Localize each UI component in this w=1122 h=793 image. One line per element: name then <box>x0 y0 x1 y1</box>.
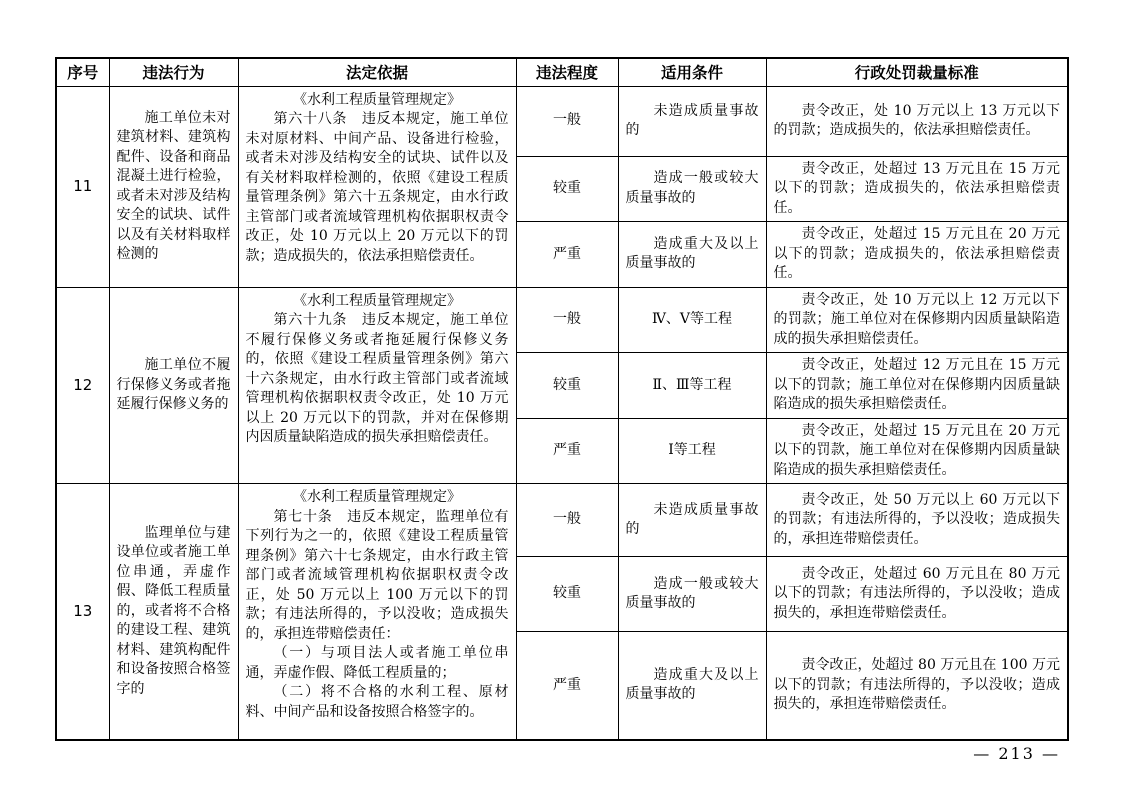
standard-cell <box>766 86 1068 156</box>
condition-cell <box>618 156 766 222</box>
severity-cell: 严重 <box>516 222 618 288</box>
condition-cell <box>618 287 766 353</box>
violation-behavior-cell <box>109 484 238 740</box>
condition-text: 未造成质量事故的 <box>625 102 759 138</box>
legal-basis-list-item: （二）将不合格的水利工程、原材料、中间产品和设备按照合格签字的。 <box>245 684 509 720</box>
standard-text: 责令改正，处超过 80 万元且在 100 万元以下的罚款；有违法所得的，予以没收；造成损失的，承担连带赔偿责任。 <box>773 657 1060 712</box>
header-legal-basis: 法定依据 <box>238 58 516 86</box>
standard-text: 责令改正，处 10 万元以上 12 万元以下的罚款；施工单位对在保修期内因质量缺陷造成的损失承担赔偿责任。 <box>773 291 1060 347</box>
standard-cell <box>766 222 1068 288</box>
severity-cell: 一般 <box>516 484 618 557</box>
header-standard: 行政处罚裁量标准 <box>766 58 1068 86</box>
standard-cell <box>766 287 1068 353</box>
standard-cell <box>766 353 1068 419</box>
table-row <box>56 484 1068 557</box>
legal-basis-paragraph: 第六十九条 违反本规定，施工单位不履行保修义务或者拖延履行保修义务的，依照《建设工程质量管理条例》第六十六条规定，由水行政主管部门或者流域管理机构依据职权责令改正，处 10 万元以上 20 万元以下的罚款，并对在保修期内因质量缺陷造成的损失承担赔偿责任。 <box>245 312 509 445</box>
standard-cell <box>766 484 1068 557</box>
standard-text: 责令改正，处 50 万元以上 60 万元以下的罚款；有违法所得的，予以没收；造成损失的，承担连带赔偿责任。 <box>773 491 1060 547</box>
violation-behavior-text: 监理单位与建设单位或者施工单位串通，弄虚作假、降低工程质量的，或者将不合格的建设工程、建筑材料、建筑构配件和设备按照合格签字的 <box>116 524 231 697</box>
condition-text: Ⅳ、Ⅴ等工程 <box>651 311 733 327</box>
condition-cell <box>618 353 766 419</box>
severity-cell: 严重 <box>516 632 618 740</box>
legal-basis-list-item: （一）与项目法人或者施工单位串通，弄虚作假、降低工程质量的； <box>245 645 509 681</box>
standard-text: 责令改正，处超过 12 万元且在 15 万元以下的罚款；施工单位对在保修期内因质量缺陷造成的损失承担赔偿责任。 <box>773 357 1060 412</box>
standard-cell <box>766 156 1068 222</box>
legal-basis-title: 《水利工程质量管理规定》 <box>293 292 461 309</box>
severity-cell: 一般 <box>516 86 618 156</box>
legal-basis-paragraph: 第六十八条 违反本规定，施工单位未对原材料、中间产品、设备进行检验，或者未对涉及结构安全的试块、试件以及有关材料取样检测的，依照《建设工程质量管理条例》第六十五条规定，由水行政主管部门或者流域管理机构依据职权责令改正，处 10 万元以上 20 万元以下的罚款；造成损失的，依法承担赔偿责任。 <box>245 111 509 264</box>
condition-text: 造成重大及以上质量事故的 <box>625 235 759 272</box>
condition-cell <box>618 86 766 156</box>
header-no: 序号 <box>56 58 109 86</box>
condition-text: 造成重大及以上质量事故的 <box>625 666 759 703</box>
condition-text: 未造成质量事故的 <box>625 501 759 537</box>
violation-behavior-cell <box>109 287 238 484</box>
violation-behavior-text: 施工单位不履行保修义务或者拖延履行保修义务的 <box>116 357 231 412</box>
row-number: 13 <box>56 484 109 740</box>
standard-text: 责令改正，处超过 60 万元且在 80 万元以下的罚款；有违法所得的，予以没收；造成损失的，承担连带赔偿责任。 <box>773 565 1060 621</box>
table-header-row <box>56 58 1068 86</box>
severity-cell: 较重 <box>516 557 618 632</box>
condition-text: 造成一般或较大质量事故的 <box>625 170 759 206</box>
condition-text: Ⅰ等工程 <box>668 442 716 458</box>
severity-cell: 严重 <box>516 418 618 484</box>
legal-basis-cell <box>238 86 516 287</box>
violation-behavior-cell <box>109 86 238 287</box>
condition-cell <box>618 632 766 740</box>
standard-text: 责令改正，处 10 万元以上 13 万元以下的罚款；造成损失的，依法承担赔偿责任。 <box>773 102 1060 138</box>
table-row <box>56 287 1068 353</box>
standard-text: 责令改正，处超过 15 万元且在 20 万元以下的罚款，施工单位对在保修期内因质量缺陷造成的损失承担赔偿责任。 <box>773 422 1060 478</box>
row-number: 11 <box>56 86 109 287</box>
condition-cell <box>618 418 766 484</box>
penalty-standard-table <box>55 57 1069 741</box>
condition-text: 造成一般或较大质量事故的 <box>625 575 759 611</box>
standard-cell <box>766 557 1068 632</box>
severity-cell: 一般 <box>516 287 618 353</box>
legal-basis-title: 《水利工程质量管理规定》 <box>293 489 461 505</box>
standard-cell <box>766 632 1068 740</box>
condition-cell <box>618 557 766 632</box>
header-condition: 适用条件 <box>618 58 766 86</box>
header-behavior: 违法行为 <box>109 58 238 86</box>
page-number: — 213 — <box>973 744 1060 763</box>
violation-behavior-text: 施工单位未对建筑材料、建筑构配件、设备和商品混凝土进行检验，或者未对涉及结构安全的试块、试件以及有关材料取样检测的 <box>116 109 231 262</box>
table-row <box>56 86 1068 156</box>
condition-cell <box>618 484 766 557</box>
legal-basis-cell <box>238 287 516 484</box>
legal-basis-cell <box>238 484 516 740</box>
standard-text: 责令改正，处超过 15 万元且在 20 万元以下的罚款；造成损失的，依法承担赔偿责任。 <box>773 226 1060 281</box>
row-number: 12 <box>56 287 109 484</box>
legal-basis-title: 《水利工程质量管理规定》 <box>293 91 461 108</box>
severity-cell: 较重 <box>516 353 618 419</box>
condition-text: Ⅱ、Ⅲ等工程 <box>652 376 732 393</box>
condition-cell <box>618 222 766 288</box>
severity-cell: 较重 <box>516 156 618 222</box>
legal-basis-paragraph: 第七十条 违反本规定，监理单位有下列行为之一的，依照《建设工程质量管理条例》第六十七条规定，由水行政主管部门或者流域管理机构依据职权责令改正，处 50 万元以上 100 万元以下的罚款；有违法所得的，予以没收；造成损失的，承担连带赔偿责任： <box>245 508 509 642</box>
header-severity: 违法程度 <box>516 58 618 86</box>
standard-text: 责令改正，处超过 13 万元且在 15 万元以下的罚款；造成损失的，依法承担赔偿责任。 <box>773 160 1060 216</box>
standard-cell <box>766 418 1068 484</box>
